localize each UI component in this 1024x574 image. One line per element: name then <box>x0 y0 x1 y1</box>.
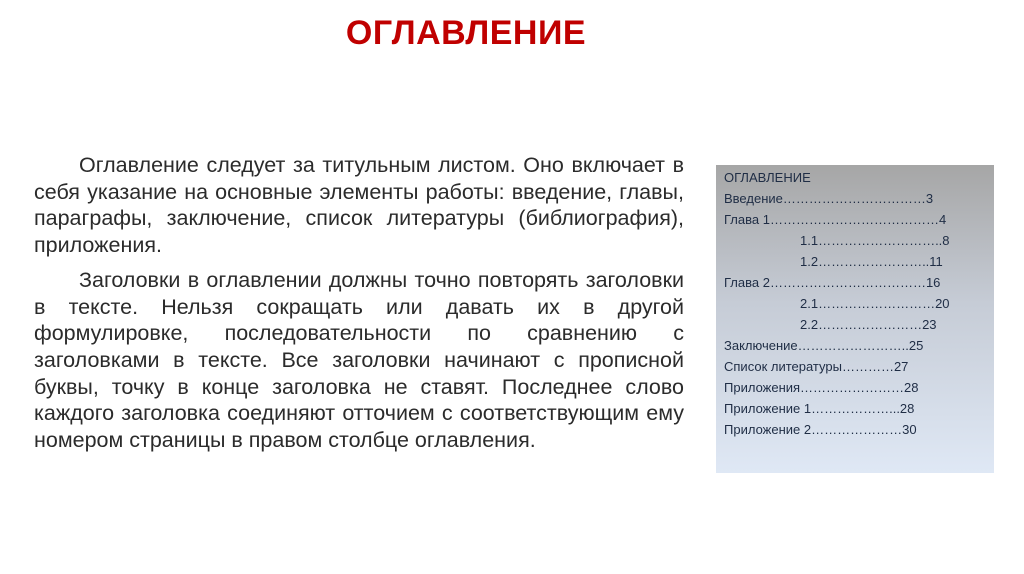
toc-line-conclusion: Заключение……………………..25 <box>724 338 924 353</box>
toc-line-appendix-1: Приложение 1………………...28 <box>724 401 915 416</box>
toc-line-chapter-2: Глава 2………………………………16 <box>724 275 941 290</box>
toc-line-appendix-2: Приложение 2…………………30 <box>724 422 917 437</box>
toc-line-section-2-2: 2.2……………………23 <box>800 317 937 332</box>
toc-line-section-2-1: 2.1………………………20 <box>800 296 950 311</box>
paragraph-2: Заголовки в оглавлении должны точно повторять заголовки в тексте. Нельзя сокращать или давать их в другой формулировке, последовательности по сравнению с заголовками в тексте. Все заголовки начинают с прописной буквы, точку в конце заголовка не ставят. Последнее слово каждого заголовка соединяют отточием с соответствующим ему номером страницы в правом столбце оглавления. <box>34 267 684 453</box>
toc-line-appendices: Приложения……………………28 <box>724 380 919 395</box>
toc-line-section-1-1: 1.1………………………..8 <box>800 233 950 248</box>
slide-title: ОГЛАВЛЕНИЕ <box>345 14 587 52</box>
toc-line-references: Список литературы…………27 <box>724 359 909 374</box>
toc-example-heading: ОГЛАВЛЕНИЕ <box>724 170 811 185</box>
toc-line-introduction: Введение……………………………3 <box>724 191 934 206</box>
toc-example-box <box>716 165 994 473</box>
toc-line-section-1-2: 1.2……………………..11 <box>800 254 943 269</box>
paragraph-1: Оглавление следует за титульным листом. Оно включает в себя указание на основные элементы работы: введение, главы, параграфы, заключение, список литературы (библиография), приложения. <box>34 153 684 258</box>
toc-line-chapter-1: Глава 1…………………………………4 <box>724 212 947 227</box>
body-text <box>34 152 684 462</box>
